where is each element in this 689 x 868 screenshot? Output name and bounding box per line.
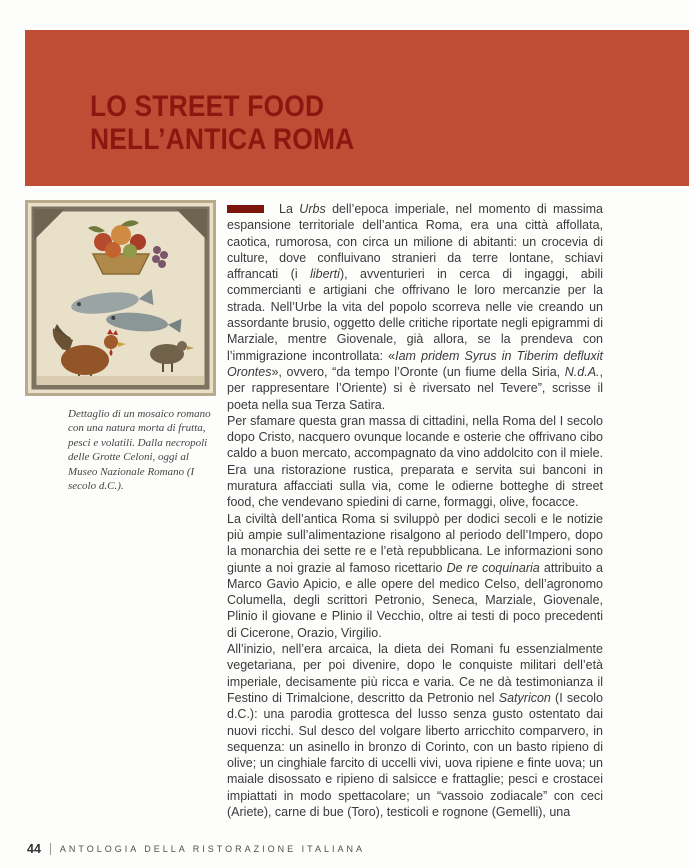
article-body [227,201,603,820]
footer-divider [50,843,51,855]
page-footer [27,842,365,856]
page-number: 44 [27,842,41,856]
title-line-1: LO STREET FOOD [90,90,325,123]
mosaic-illustration [25,200,216,396]
footer-book-title: ANTOLOGIA DELLA RISTORAZIONE ITALIANA [59,844,365,854]
page-title [90,90,354,156]
section-rule [227,205,264,213]
paragraph-text: La Urbs dell’epoca imperiale, nel momento di massima espansione territoriale dell’antica Roma, era una città affollata, caotica, rumorosa, con circa un milione di abitanti: un crocevia di culture, dove confluivano stranieri da terre lontane, schiavi affrancati (i liberti), avventurieri in cerca di ingaggi, abili commercianti e artigiani che offrivano le loro mercanzie per la strada. Nell’Urbe la vita del popolo scorreva nelle vie creando un assordante brusio, oggetto delle critiche riportate negli epigrammi di Marziale, mentre Giovenale, già allora, se la prendeva con l’immigrazione incontrollata: «Iam pridem Syrus in Tiberim defluxit Orontes», ovvero, “da tempo l’Oronte (un fiume della Siria, N.d.A., per rappresentare l’Oriente) si è riversato nel Tevere”, scrisse il poeta nella sua Terza Satira. [227,202,603,412]
roman-mosaic-image [25,200,216,396]
paragraph-text: All’inizio, nell’era arcaica, la dieta dei Romani fu essenzialmente vegetariana, per poi divenire, dopo le conquiste militari dell’età imperiale, decisamente più ricca e varia. Ce ne dà testimonianza il Festino di Trimalcione, descritto da Petronio nel Satyricon (I secolo d.C.): una parodia grottesca del lusso senza gusto ostentato dai nuovi ricchi. Sul desco del volgare liberto arricchito comparvero, in sequenza: un asinello in bronzo di Corinto, con un basto ripieno di olive; un cinghiale farcito di uccelli vivi, uova ripiene e finte uova; un maiale disossato e ripieno di salsicce e frattaglie; pesci e crostacei impiattati in modo spettacolare; un “vassoio zodiacale” con ceci (Ariete), carne di bue (Toro), testicoli e rognone (Gemelli), una [227,642,604,819]
figure-caption: Dettaglio di un mosaico romano con una natura morta di frutta, pesci e volatili. Dalla necropoli delle Grotte Celoni, oggi al Museo Nazionale Romano (I secolo d.C.). [68,408,211,493]
title-line-2: NELL’ANTICA ROMA [90,123,355,156]
body-paragraph-3 [227,511,603,641]
paragraph-text: Per sfamare questa gran massa di cittadini, nella Roma del I secolo dopo Cristo, nacquero ovunque locande e osterie che offrivano cibo caldo a buon mercato, accompagnato da vino addolcito con il miele. Era una ristorazione rustica, preparata e servita sui banconi in muratura affacciati sulla via, come le odierne botteghe di street food, che vendevano spiedini di carne, formaggi, olive, focacce. [227,413,603,510]
title-banner [25,30,689,186]
body-paragraph-4 [227,641,603,820]
body-paragraph-1 [227,201,603,413]
paragraph-text: La civiltà dell’antica Roma si sviluppò per dodici secoli e le notizie più ampie sull’alimentazione risalgono al periodo dell’Impero, dopo la monarchia dei sette re e l’età repubblicana. Le informazioni sono giunte a noi grazie al famoso ricettario De re coquinaria attribuito a Marco Gavio Apicio, e alle opere del medico Celso, dell’agronomo Columella, degli scrittori Petronio, Seneca, Marziale, Giovenale, Plinio il giovane e Plinio il Vecchio, oltre ai testi di poco precedenti di Cicerone, Orazio, Virgilio. [227,511,603,640]
body-paragraph-2 [227,413,603,511]
